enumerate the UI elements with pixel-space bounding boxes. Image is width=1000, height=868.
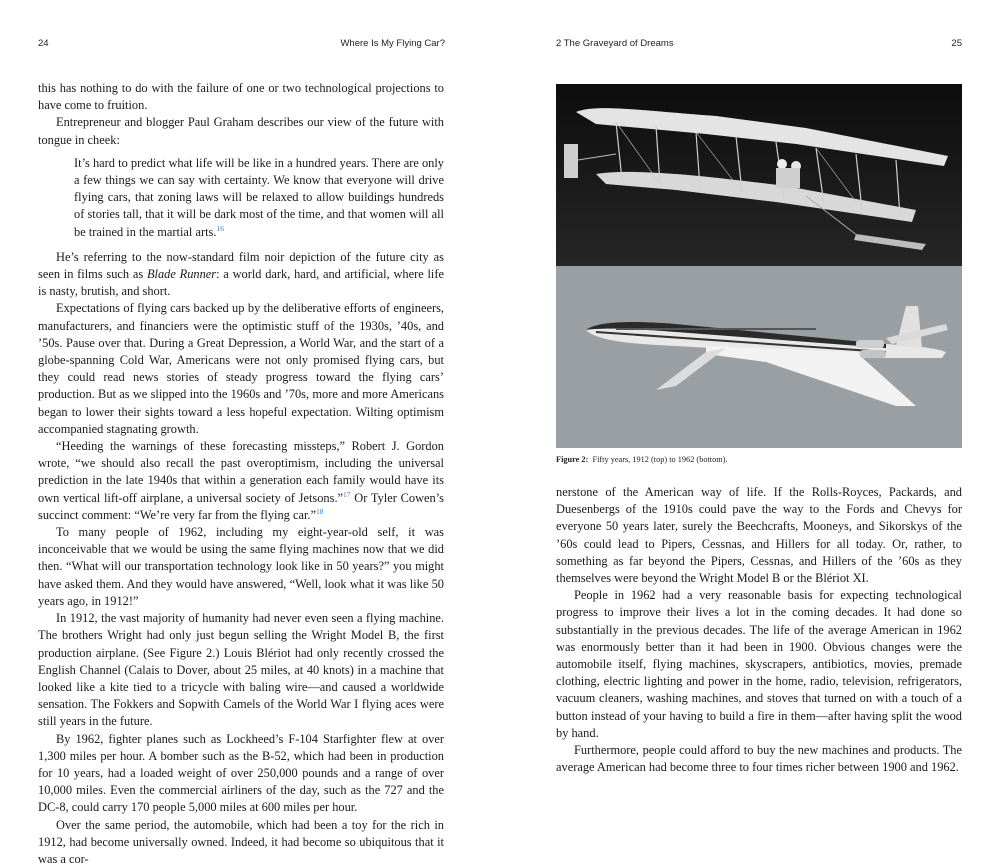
left-page-number: 24 bbox=[38, 38, 49, 49]
paragraph: By 1962, fighter planes such as Lockheed’s F-104 Starfighter flew at over 1,300 miles per hour. A bomber such as the B-52, which had been in production for 10 years, had a loaded weight of over 250,000 pounds and a range of over 10,000 miles. Even the commercial airliners of the day, such as the 727 and the DC-8, could carry 170 people 5,000 miles at 600 miles per hour. bbox=[38, 731, 444, 815]
quote-text: It’s hard to predict what life will be like in a hundred years. There are only a few things we can say with certainty. We know that everyone will drive flying cars, that zoning laws will be relaxed to allow buildings hundreds of stories tall, that it will be dark most of the time, and that women will all be trained in the martial arts. bbox=[74, 155, 444, 239]
paragraph: “Heeding the warnings of these forecasting missteps,” Robert J. Gordon wrote, “we should also recall the past overoptimism, including the universal prediction in the late 1940s that within a generation each family would have its own vertical lift-off airplane, a universal society of Jetsons.”$^{17}$ Or Tyler Cowen’s succinct comment: “We’re very far from the flying car.”$^{18}$ bbox=[38, 439, 444, 522]
paragraph: nerstone of the American way of life. If the Rolls-Royces, Packards, and Duesenbergs of the 1910s could pave the way to the Fords and Chevys for everyone 50 years later, surely the Beechcrafts, Mooneys, and Sikorskys of the ’60s could lead to Pipers, Cessnas, and Hillers for all today. Or, rather, to something as far beyond the Pipers, Cessnas, and Hillers of the ’60s as they themselves were beyond the Wright Model B or the Blériot XI. bbox=[556, 485, 962, 586]
paragraph: Entrepreneur and blogger Paul Graham describes our view of the future with tongue in cheek: bbox=[38, 115, 444, 147]
right-page-number: 25 bbox=[951, 38, 962, 49]
paragraph: Expectations of flying cars backed up by the deliberative efforts of engineers, manufacturers, and financiers were the optimistic stuff of the 1930s, ’40s, and ’50s. Pause over that. During a Great Depression, a World War, and the start of a globe-spanning Cold War, Americans were not only promised flying cars, but they could read news stories of steady progress toward the flying cars’ production. But as we slipped into the 1960s and ’70s, more and more Americans began to lower their sights toward a less hopeful expectation. Wilting optimism accompanied stagnating growth. bbox=[38, 301, 444, 436]
block-quote bbox=[74, 155, 444, 241]
figure-2 bbox=[556, 84, 962, 448]
figure-caption-text: Fifty years, 1912 (top) to 1962 (bottom). bbox=[592, 455, 728, 464]
right-body-text bbox=[556, 484, 962, 776]
film-title: Blade Runner bbox=[146, 267, 217, 282]
figure-caption bbox=[556, 455, 728, 464]
figure-label: Figure 2: bbox=[556, 455, 589, 464]
left-body-text bbox=[38, 80, 444, 868]
paragraph: He’s referring to the now-standard film noir depiction of the future city as seen in films such as Blade Runner: a world dark, hard, and artificial, where life is nasty, brutish, and short. bbox=[38, 249, 444, 299]
paragraph: this has nothing to do with the failure of one or two technological projections to have come to fruition. bbox=[38, 81, 444, 113]
footnote-ref-16[interactable]: 16 bbox=[216, 223, 224, 233]
footnote-ref-17[interactable]: 17 bbox=[343, 489, 351, 499]
paragraph: Over the same period, the automobile, which had been a toy for the rich in 1912, had become universally owned. Indeed, it had become so ubiquitous that it was a cor- bbox=[38, 817, 444, 866]
biplane-photo bbox=[556, 84, 962, 266]
left-page bbox=[0, 0, 500, 866]
footnote-ref-18[interactable]: 18 bbox=[316, 506, 324, 516]
paragraph: In 1912, the vast majority of humanity had never even seen a flying machine. The brothers Wright had only just begun selling the Wright Model B, the first production airplane. (See Figure 2.) Louis Blériot had only recently crossed the English Channel (Calais to Dover, about 25 miles, at 40 knots) in a machine that looked like a kite tied to a tricycle with baling wire—and caused a worldwide sensation. The Fokkers and Sopwith Camels of the World War I flying aces were still years in the future. bbox=[38, 611, 444, 729]
right-running-head: 2 The Graveyard of Dreams bbox=[556, 38, 674, 49]
paragraph: To many people of 1962, including my eight-year-old self, it was inconceivable that we would be using the same flying machines now that we did then. “What will our transportation technology look like in 50 years?” you might have asked them. And they would have answered, “Well, look what it was like 50 years ago, in 1912!” bbox=[38, 525, 444, 608]
paragraph: People in 1962 had a very reasonable basis for expecting technological progress to improve their lives a lot in the coming decades. It had done so substantially in the previous decades. The life of the average American in 1962 was enormously better than it had been in 1900. Obvious changes were the automobile itself, flying machines, skyscrapers, antibiotics, movies, premade clothing, electric lighting and power in the home, radio, television, refrigerators, vacuum cleaners, washing machines, and stoves that turned on with a touch of a button instead of your having to build a fire in them—after having split the wood by hand. bbox=[556, 588, 962, 740]
left-running-head: Where Is My Flying Car? bbox=[340, 38, 445, 49]
right-page bbox=[500, 0, 1000, 775]
airliner-photo bbox=[556, 266, 962, 448]
paragraph: Furthermore, people could afford to buy the new machines and products. The average American had become three to four times richer between 1900 and 1962. bbox=[556, 743, 962, 775]
